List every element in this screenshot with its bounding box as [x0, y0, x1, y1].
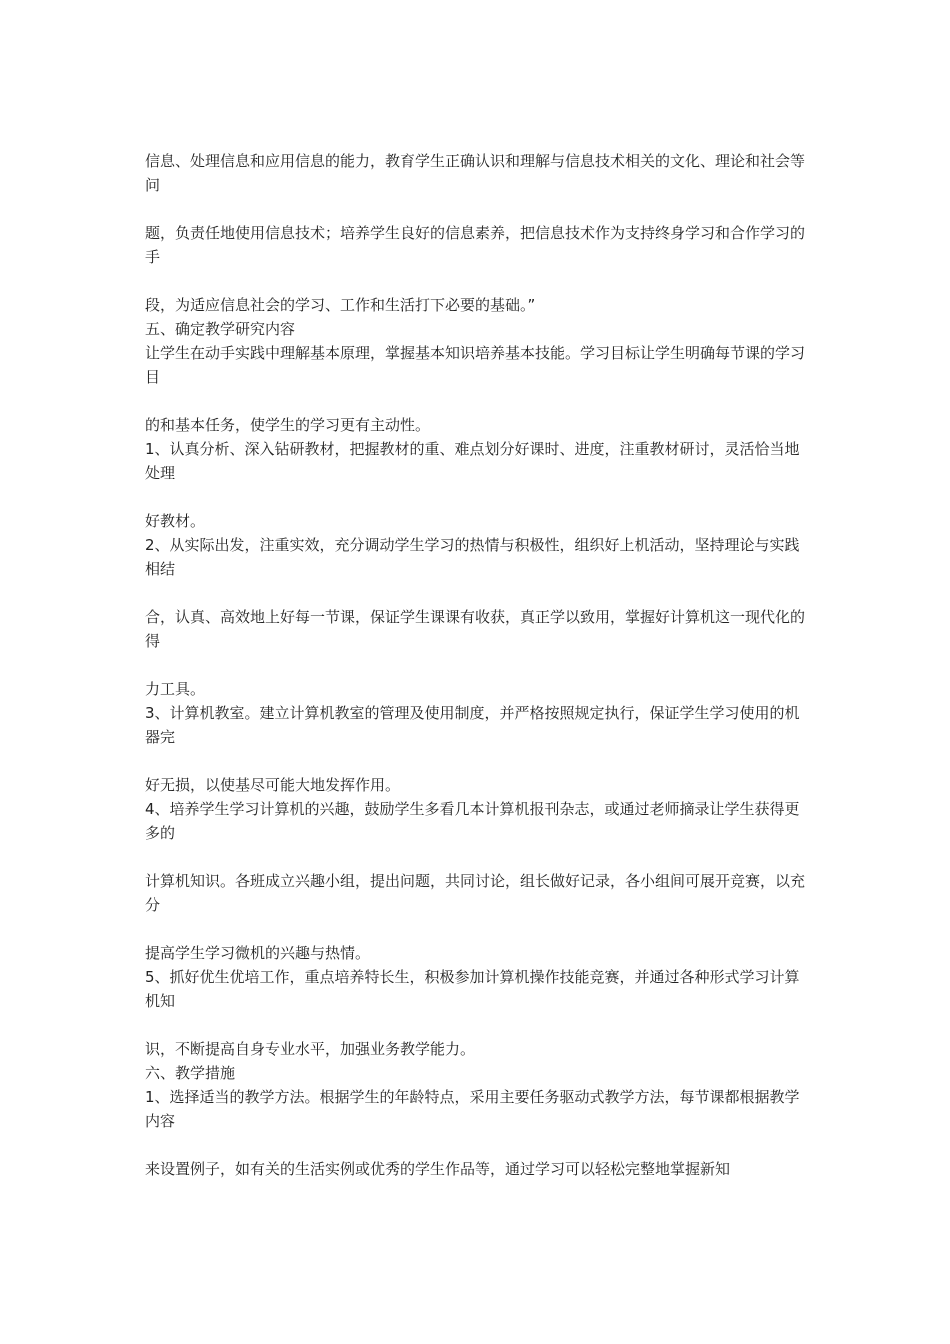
list-item-4-end: 提高学生学习微机的兴趣与热情。	[145, 944, 371, 962]
paragraph-2: 题，负责任地使用信息技术；培养学生良好的信息素养，把信息技术作为支持终身学习和合作学习的手	[145, 224, 806, 266]
list-item-2-continued: 合，认真、高效地上好每一节课，保证学生课课有收获，真正学以致用，掌握好计算机这一现代化的得	[145, 608, 806, 650]
section-heading-6: 六、教学措施	[145, 1064, 236, 1082]
measure-item-1: 1、选择适当的教学方法。根据学生的年龄特点，采用主要任务驱动式教学方法，每节课都根据教学内容	[145, 1088, 800, 1130]
paragraph-3: 段，为适应信息社会的学习、工作和生活打下必要的基础。”	[145, 296, 536, 314]
list-item-5: 5、抓好优生优培工作，重点培养特长生，积极参加计算机操作技能竞赛，并通过各种形式学习计算机知	[145, 968, 800, 1010]
list-item-3: 3、计算机教室。建立计算机教室的管理及使用制度，并严格按照规定执行，保证学生学习使用的机器完	[145, 704, 800, 746]
list-item-1: 1、认真分析、深入钻研教材，把握教材的重、难点划分好课时、进度，注重教材研讨，灵活恰当地处理	[145, 440, 800, 482]
measure-item-1-continued: 来设置例子，如有关的生活实例或优秀的学生作品等，通过学习可以轻松完整地掌握新知	[145, 1160, 731, 1178]
paragraph-4: 让学生在动手实践中理解基本原理，掌握基本知识培养基本技能。学习目标让学生明确每节课的学习目	[145, 344, 806, 386]
paragraph-1: 信息、处理信息和应用信息的能力，教育学生正确认识和理解与信息技术相关的文化、理论和社会等问	[145, 152, 806, 194]
list-item-3-continued: 好无损，以使基尽可能大地发挥作用。	[145, 776, 401, 794]
list-item-5-continued: 识，不断提高自身专业水平，加强业务教学能力。	[145, 1040, 476, 1058]
list-item-1-continued: 好教材。	[145, 512, 206, 530]
list-item-2-end: 力工具。	[145, 680, 206, 698]
section-heading-5: 五、确定教学研究内容	[145, 320, 296, 338]
document-body	[145, 149, 810, 1181]
list-item-4-continued: 计算机知识。各班成立兴趣小组，提出问题，共同讨论，组长做好记录，各小组间可展开竞赛，以充分	[145, 872, 806, 914]
paragraph-5: 的和基本任务，使学生的学习更有主动性。	[145, 416, 431, 434]
list-item-4: 4、培养学生学习计算机的兴趣，鼓励学生多看几本计算机报刊杂志，或通过老师摘录让学生获得更多的	[145, 800, 800, 842]
list-item-2: 2、从实际出发，注重实效，充分调动学生学习的热情与积极性，组织好上机活动，坚持理论与实践相结	[145, 536, 800, 578]
